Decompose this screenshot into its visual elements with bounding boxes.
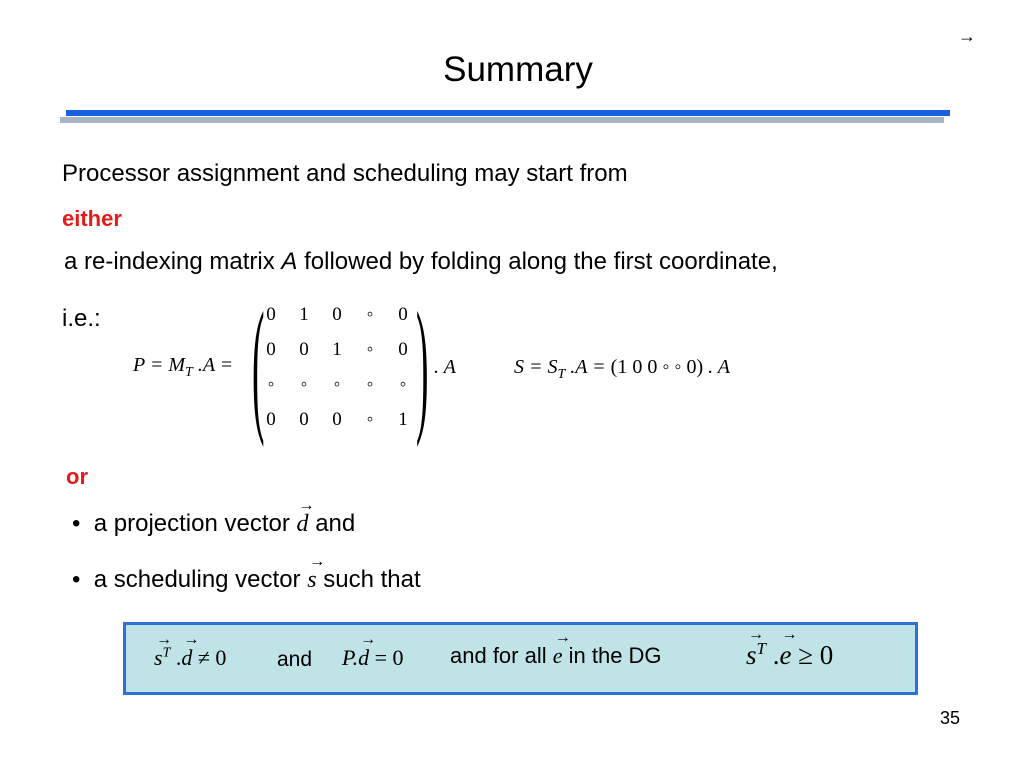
matrix-cell: 0 bbox=[332, 304, 342, 325]
condition-and: and bbox=[277, 648, 313, 671]
cond-pd-d: d → bbox=[358, 645, 369, 671]
cond3-s-sup: T bbox=[756, 639, 766, 658]
matrix-cell: ◦ bbox=[366, 409, 374, 430]
title-underline-blue bbox=[66, 110, 950, 116]
reindex-text bbox=[64, 248, 778, 276]
next-slide-arrow-icon[interactable]: → bbox=[958, 26, 976, 46]
s-mid-text: .A = bbox=[565, 356, 611, 378]
cond-p: P. bbox=[342, 645, 359, 670]
s-lhs-sub: T bbox=[557, 367, 566, 382]
reindex-text-pre: a re-indexing matrix bbox=[64, 248, 282, 275]
matrix-cell: 0 bbox=[299, 339, 309, 360]
title-underline-grey bbox=[60, 117, 944, 123]
condition-pd bbox=[342, 645, 404, 671]
ie-label: i.e.: bbox=[62, 305, 101, 332]
bullet-marker: • bbox=[72, 510, 81, 537]
cond-s-sup: T bbox=[162, 645, 171, 661]
bullet2-post: such that bbox=[316, 566, 421, 593]
matrix-cell: ◦ bbox=[300, 374, 308, 395]
bullet-marker: • bbox=[72, 566, 81, 593]
s-lhs-text: S = S bbox=[514, 356, 558, 378]
reindex-text-post: followed by folding along the first coordinate, bbox=[297, 248, 778, 275]
condition-se bbox=[746, 639, 833, 671]
or-label: or bbox=[66, 464, 88, 489]
matrix-cell: 0 bbox=[266, 304, 276, 325]
bullet1-pre: a projection vector bbox=[93, 510, 297, 537]
matrix-cell: 0 bbox=[299, 409, 309, 430]
matrix-cell: 0 bbox=[266, 339, 276, 360]
matrix-left-paren: ( bbox=[252, 282, 265, 448]
cond3-s: s → bbox=[746, 640, 757, 671]
matrix-cell: 1 bbox=[299, 304, 309, 325]
matrix-cell: ◦ bbox=[366, 339, 374, 360]
p-equation-lhs bbox=[133, 354, 233, 381]
p-lhs-text: P = M bbox=[133, 354, 186, 376]
intro-text: Processor assignment and scheduling may start from bbox=[62, 160, 628, 187]
matrix-cell: 1 bbox=[332, 339, 342, 360]
matrix-cell: ◦ bbox=[399, 374, 407, 395]
s-equation bbox=[514, 356, 730, 383]
matrix-cell: ◦ bbox=[366, 304, 374, 325]
matrix-cell: ◦ bbox=[267, 374, 275, 395]
cond3-ge-zero: ≥ 0 bbox=[791, 640, 834, 670]
forall-post: in the DG bbox=[562, 643, 662, 668]
bullet2-pre: a scheduling vector bbox=[93, 566, 308, 593]
cond-d: d → bbox=[181, 645, 192, 671]
condition-box bbox=[123, 622, 918, 695]
cond-eq-zero: = 0 bbox=[369, 645, 404, 670]
p-lhs-sub: T bbox=[185, 365, 193, 380]
vector-d: d → bbox=[297, 511, 309, 538]
page-number: 35 bbox=[940, 708, 961, 728]
matrix-mt bbox=[246, 282, 436, 448]
matrix-right-paren: ) bbox=[416, 282, 429, 448]
matrix-cell: 0 bbox=[398, 304, 408, 325]
matrix-cell: ◦ bbox=[366, 374, 374, 395]
s-row-vector: (1 0 0 ◦ ◦ 0) bbox=[610, 356, 704, 378]
either-label: either bbox=[62, 206, 122, 231]
matrix-cell: 0 bbox=[398, 339, 408, 360]
cond-ne-zero: ≠ 0 bbox=[192, 645, 227, 670]
condition-forall bbox=[450, 643, 662, 669]
cond3-e: e → bbox=[779, 640, 791, 671]
bullet-scheduling bbox=[72, 566, 421, 594]
matrix-cell: 0 bbox=[332, 409, 342, 430]
forall-pre: and for all bbox=[450, 643, 553, 668]
p-mid-text: .A = bbox=[192, 354, 234, 376]
matrix-cell: 0 bbox=[266, 409, 276, 430]
cond3-dot: . bbox=[765, 640, 780, 670]
s-rhs-text: . A bbox=[708, 356, 731, 378]
matrix-cell: 1 bbox=[398, 409, 408, 430]
reindex-var-a: A bbox=[281, 248, 298, 275]
slide-title: Summary bbox=[443, 50, 593, 89]
cond-s: s → bbox=[154, 645, 163, 671]
p-equation-rhs: . A bbox=[434, 356, 456, 378]
matrix-cell: ◦ bbox=[333, 374, 341, 395]
bullet1-post: and bbox=[308, 510, 356, 537]
forall-e: e → bbox=[553, 643, 563, 669]
vector-s: s → bbox=[307, 567, 316, 594]
condition-sd bbox=[154, 645, 226, 671]
cond-dot: . bbox=[170, 645, 182, 670]
bullet-projection bbox=[72, 510, 355, 538]
